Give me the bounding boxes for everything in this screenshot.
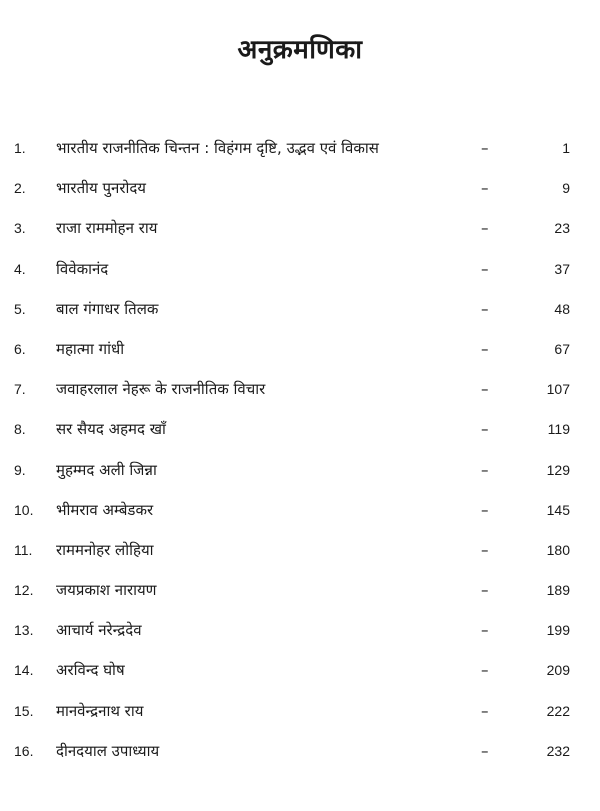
- entry-number: 7.: [14, 381, 26, 398]
- entry-page-number: 23: [554, 220, 570, 237]
- entry-number: 10.: [14, 501, 34, 518]
- entry-dash: –: [481, 259, 489, 278]
- entry-dash: –: [481, 380, 489, 399]
- page-title: अनुक्रमणिका: [237, 35, 363, 65]
- entry-page-number: 199: [546, 622, 570, 639]
- entry-number: 14.: [14, 662, 34, 679]
- entry-title: भारतीय पुनरोदय: [56, 179, 146, 198]
- entry-page-number: 119: [547, 421, 570, 438]
- toc-row: [0, 138, 600, 178]
- entry-page-number: 37: [554, 260, 570, 277]
- entry-page-number: 209: [546, 662, 570, 679]
- entry-dash: –: [481, 500, 489, 519]
- toc-row: [0, 660, 600, 700]
- toc-row: [0, 218, 600, 258]
- toc-row: [0, 620, 600, 660]
- entry-number: 8.: [14, 421, 26, 438]
- entry-page-number: 129: [546, 461, 570, 478]
- entry-number: 4.: [14, 260, 26, 277]
- entry-number: 15.: [14, 702, 34, 719]
- entry-page-number: 1: [562, 140, 570, 156]
- toc-row: [0, 259, 600, 299]
- entry-number: 1.: [14, 140, 26, 156]
- toc-row: [0, 580, 600, 620]
- entry-dash: –: [481, 460, 489, 479]
- entry-dash: –: [481, 299, 489, 318]
- entry-dash: –: [481, 741, 489, 760]
- entry-title: राजा राममोहन राय: [56, 219, 158, 238]
- entry-dash: –: [481, 339, 489, 358]
- entry-page-number: 222: [546, 702, 570, 719]
- entry-number: 2.: [14, 180, 26, 197]
- entry-dash: –: [481, 540, 489, 559]
- toc-row: [0, 741, 600, 781]
- toc-row: [0, 500, 600, 540]
- entry-page-number: 232: [546, 742, 570, 759]
- entry-number: 6.: [14, 340, 26, 357]
- entry-number: 13.: [14, 622, 34, 639]
- entry-title: दीनदयाल उपाध्याय: [56, 741, 160, 760]
- toc-row: [0, 460, 600, 500]
- table-of-contents: [0, 138, 600, 781]
- entry-page-number: 9: [562, 180, 570, 197]
- entry-number: 16.: [14, 742, 34, 759]
- toc-row: [0, 299, 600, 339]
- entry-title: राममनोहर लोहिया: [56, 540, 154, 559]
- entry-title: मानवेन्द्रनाथ राय: [56, 701, 144, 720]
- entry-page-number: 107: [546, 381, 570, 398]
- entry-dash: –: [481, 179, 489, 198]
- entry-title: जयप्रकाश नारायण: [56, 581, 157, 600]
- toc-row: [0, 178, 600, 218]
- entry-number: 11.: [14, 541, 33, 558]
- entry-page-number: 189: [546, 582, 570, 599]
- entry-page-number: 48: [554, 300, 570, 317]
- entry-title: मुहम्मद अली जिन्ना: [56, 460, 157, 479]
- toc-row: [0, 339, 600, 379]
- entry-dash: –: [481, 621, 489, 640]
- entry-dash: –: [481, 701, 489, 720]
- toc-row: [0, 540, 600, 580]
- entry-dash: –: [481, 581, 489, 600]
- entry-number: 3.: [14, 220, 26, 237]
- entry-title: भीमराव अम्बेडकर: [56, 500, 154, 519]
- entry-title: अरविन्द घोष: [56, 661, 125, 680]
- entry-title: सर सैयद अहमद खाँ: [56, 420, 166, 439]
- toc-row: [0, 379, 600, 419]
- toc-row: [0, 419, 600, 459]
- entry-page-number: 180: [546, 541, 570, 558]
- entry-title: बाल गंगाधर तिलक: [56, 299, 159, 318]
- entry-dash: –: [481, 139, 489, 157]
- entry-title: आचार्य नरेन्द्रदेव: [56, 621, 142, 640]
- entry-dash: –: [481, 420, 489, 439]
- entry-title: जवाहरलाल नेहरू के राजनीतिक विचार: [56, 380, 266, 399]
- toc-row: [0, 701, 600, 741]
- entry-page-number: 67: [554, 340, 570, 357]
- entry-number: 9.: [14, 461, 26, 478]
- entry-title: भारतीय राजनीतिक चिन्तन : विहंगम दृष्टि, उद्भव एवं विकास: [56, 139, 379, 157]
- entry-title: महात्मा गांधी: [56, 339, 125, 358]
- entry-dash: –: [481, 219, 489, 238]
- entry-number: 5.: [14, 300, 26, 317]
- entry-dash: –: [481, 661, 489, 680]
- entry-title: विवेकानंद: [56, 259, 109, 278]
- entry-number: 12.: [14, 582, 34, 599]
- entry-page-number: 145: [546, 501, 570, 518]
